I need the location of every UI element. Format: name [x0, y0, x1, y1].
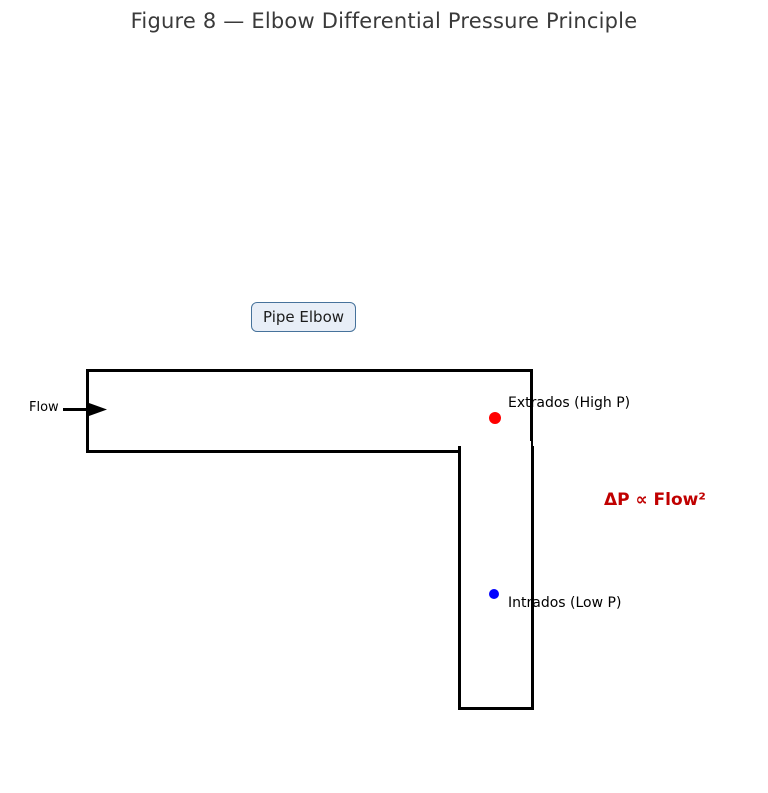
pipe-joint-mask	[461, 441, 531, 457]
figure-title: Figure 8 — Elbow Differential Pressure Principle	[130, 9, 638, 33]
pressure-flow-formula: ΔP ∝ Flow²	[604, 490, 706, 510]
intrados-label: Intrados (Low P)	[508, 595, 622, 611]
pipe-elbow-callout: Pipe Elbow	[251, 302, 356, 332]
extrados-label: Extrados (High P)	[508, 395, 631, 411]
flow-arrow-icon	[63, 403, 107, 416]
extrados-pressure-point	[489, 412, 501, 424]
pipe-vertical-section	[458, 446, 534, 710]
flow-direction-label: Flow	[29, 400, 59, 415]
intrados-pressure-point	[489, 589, 499, 599]
